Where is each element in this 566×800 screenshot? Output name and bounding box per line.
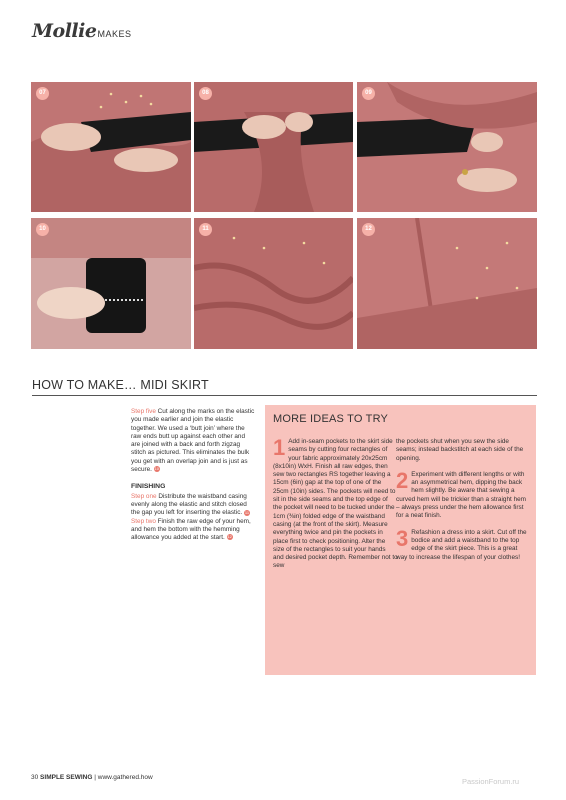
brand-logo [32,20,131,42]
step-number-badge: 12 [362,223,375,236]
section-divider [32,395,537,396]
brand-makes: MAKES [97,29,132,39]
tip-2 [396,467,527,521]
watermark: PassionForum.ru [462,777,520,786]
step-text: Distribute the waistband casing evenly along the elastic and stitch closed the gap you left for inserting the elastic. [131,492,247,517]
page-number: 30 [31,774,39,781]
ideas-column-2 [396,438,527,570]
ideas-column-1 [273,435,398,579]
page-footer [31,774,153,781]
tip-text: Refashion a dress into a skirt. Cut off the bodice and add a waistband to the top edge of the skirt piece. This is a great way to increase the lifespan of your clothes! [396,528,527,561]
finishing-heading: FINISHING [131,483,166,491]
instructions-column [131,408,256,542]
footer-separator: | [94,774,96,781]
tip-3 [396,525,527,562]
step-label: Step two [131,517,156,525]
step-text: Cut along the marks on the elastic you made earlier and join the elastic together. We used a ‘butt join’ where the raw ends butt up against each other and are joined with a back and forth zigzag stitch as pictured. This eliminates the bulk you get with an overlap join and is just as secure. [131,408,255,474]
brand-script: Mollie [32,20,97,42]
photo-ref-badge: 10 [154,466,159,472]
step-number-badge: 07 [36,87,49,100]
tip-text: Add in-seam pockets to the skirt side seams by cutting four rectangles of your fabric approximately 20x25cm (8x10in) WxH. Finish all raw edges, then sew two rectangles RS together leaving a 15cm (6in) gap at the top of one of the 25cm (10in) sides. The pockets will need to sit in the side seams and the top edge of the pocket will need to be tucked under the 1cm (⅜in) folded edge of the waistband casing (at the front of the skirt). Measure everything twice and pin the pockets in place first to check positioning. Alter the size of the rectangles to suit your hands and desired pocket depth. Remember not to sew [273,438,398,570]
tip-number: 3 [396,525,409,551]
photo-12 [357,218,537,349]
tip-number: 2 [396,467,409,493]
more-ideas-title: MORE IDEAS TO TRY [273,413,389,425]
photo-ref-badge: 12 [227,534,232,540]
finishing-steps [131,493,256,543]
step-label: Step five [131,408,156,415]
step-number-badge: 10 [36,223,49,236]
section-title: HOW TO MAKE… MIDI SKIRT [32,378,209,392]
footer-url[interactable]: www.gathered.how [97,774,153,781]
photo-09 [357,82,537,212]
photo-07 [31,82,191,212]
photo-10 [31,218,191,349]
photo-ref-badge: 11 [244,509,250,515]
step-five-paragraph [131,408,256,474]
tip-1 [273,435,398,571]
photo-11 [194,218,353,349]
magazine-name: SIMPLE SEWING [40,774,93,781]
photo-08 [194,82,353,212]
step-text: Finish the raw edge of your hem, and hem the bottom with the hemming allowance you added at the start. [131,517,251,542]
step-number-badge: 11 [199,223,212,236]
tip-1-continued: the pockets shut when you sew the side seams; instead backstitch at each side of the opening. [396,438,524,462]
step-number-badge: 09 [362,87,375,100]
step-label: Step one [131,492,157,500]
more-ideas-box [265,405,536,675]
tip-text: Experiment with different lengths or with an asymmetrical hem, dipping the back hem slightly. Be aware that sewing a curved hem will be trickier than a straight hem – always press under the hem allowance first for a neat finish. [396,470,526,520]
step-number-badge: 08 [199,87,212,100]
tip-number: 1 [273,435,286,460]
